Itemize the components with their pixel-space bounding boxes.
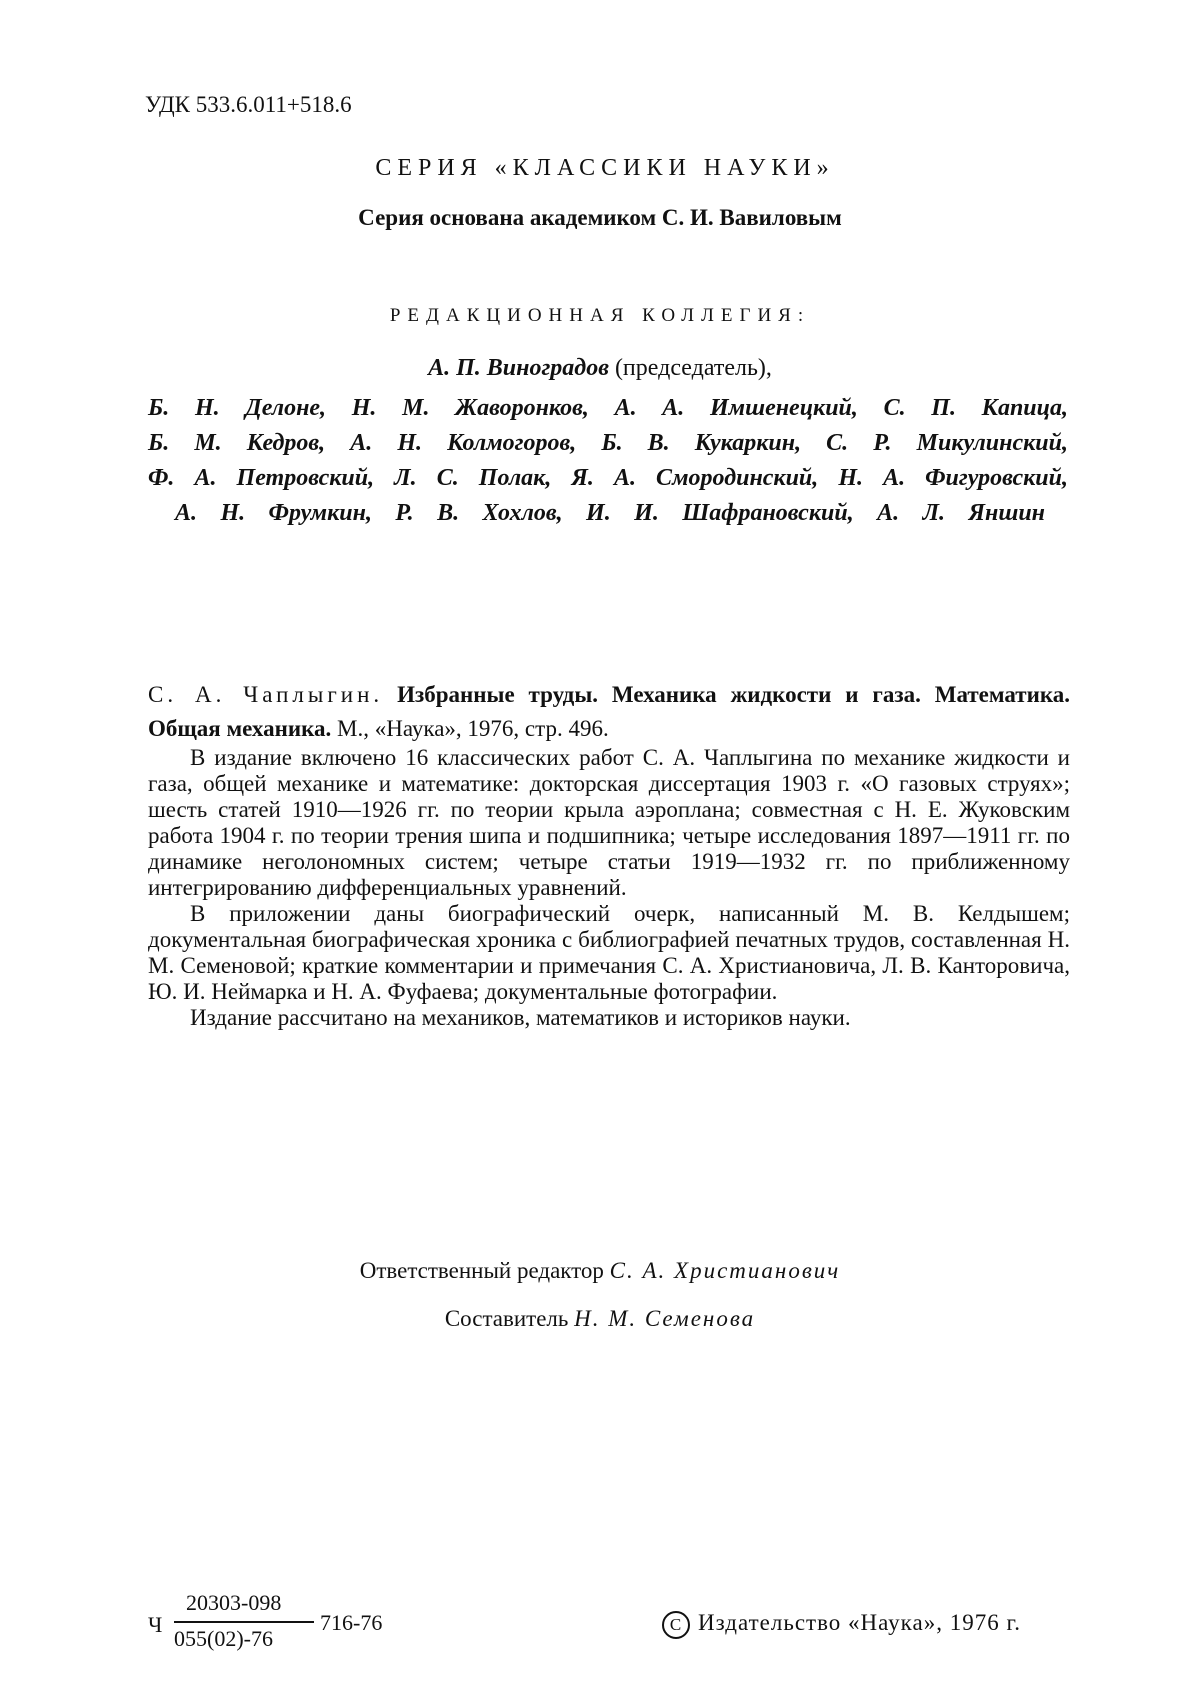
editorial-board-chair bbox=[0, 355, 1200, 382]
editor-label: Ответственный редактор bbox=[359, 1258, 604, 1283]
editor-name: С. А. Христианович bbox=[609, 1258, 841, 1283]
editorial-board-line: А. Н. Фрумкин, Р. В. Хохлов, И. И. Шафрановский, А. Л. Яншин bbox=[175, 500, 1045, 526]
compiler bbox=[0, 1306, 1200, 1332]
code-suffix: 716-76 bbox=[320, 1610, 383, 1635]
editorial-board-line: Б. М. Кедров, А. Н. Колмогоров, Б. В. Кукаркин, С. Р. Микулинский, bbox=[148, 430, 1068, 456]
code-letter: Ч bbox=[148, 1612, 163, 1637]
bibliographic-citation bbox=[148, 678, 1070, 746]
copyright-notice bbox=[662, 1610, 1021, 1639]
udk-code: УДК 533.6.011+518.6 bbox=[145, 92, 352, 117]
annotation-paragraph: Издание рассчитано на механиков, математиков и историков науки. bbox=[190, 1005, 851, 1030]
editorial-board-line: Ф. А. Петровский, Л. С. Полак, Я. А. Смородинский, Н. А. Фигуровский, bbox=[148, 465, 1068, 491]
compiler-name: Н. М. Семенова bbox=[574, 1306, 756, 1331]
chair-role: (председатель), bbox=[608, 355, 772, 381]
code-numerator: 20303-098 bbox=[186, 1590, 282, 1615]
annotation-paragraph: В приложении даны биографический очерк, написанный М. В. Келдышем; документальная биографическая хроника с библиографией печатных трудов, составленная Н. М. Семеновой; краткие комментарии и примечания С. А. Христиановича, Л. В. Канторовича, Ю. И. Неймарка и Н. А. Фуфаева; документальные фотографии. bbox=[148, 901, 1070, 1004]
citation-title: Избранные труды. Механика жидкости и газа. Математика. Общая механика. bbox=[148, 682, 1070, 741]
annotation bbox=[148, 745, 1070, 1031]
fraction-bar bbox=[174, 1621, 314, 1623]
compiler-label: Составитель bbox=[444, 1306, 569, 1331]
chair-name: А. П. Виноградов bbox=[428, 355, 609, 381]
copyright-text: Издательство «Наука», 1976 г. bbox=[698, 1610, 1022, 1635]
series-founded-note: Серия основана академиком С. И. Вавиловым bbox=[358, 205, 842, 230]
editorial-board-line: Б. Н. Делоне, Н. М. Жаворонков, А. А. Имшенецкий, С. П. Капица, bbox=[148, 395, 1068, 421]
code-denominator: 055(02)-76 bbox=[174, 1626, 273, 1651]
series-title: СЕРИЯ «КЛАССИКИ НАУКИ» bbox=[375, 155, 835, 181]
editorial-board-heading: РЕДАКЦИОННАЯ КОЛЛЕГИЯ: bbox=[389, 305, 811, 326]
publication-code bbox=[148, 1590, 448, 1660]
citation-imprint: М., «Наука», 1976, стр. 496. bbox=[337, 716, 609, 741]
citation-author: С. А. Чаплыгин. bbox=[148, 682, 384, 707]
copyright-icon: C bbox=[662, 1611, 690, 1639]
responsible-editor bbox=[0, 1258, 1200, 1284]
annotation-paragraph: В издание включено 16 классических работ С. А. Чаплыгина по механике жидкости и газа, общей механике и математике: докторская диссертация 1903 г. «О газовых струях»; шесть статей 1910—1926 гг. по теории крыла аэроплана; совместная с Н. Е. Жуковским работа 1904 г. по теории трения шипа и подшипника; четыре исследования 1897—1911 гг. по динамике неголономных систем; четыре статьи 1919—1932 гг. по приближенному интегрированию дифференциальных уравнений. bbox=[148, 745, 1070, 900]
